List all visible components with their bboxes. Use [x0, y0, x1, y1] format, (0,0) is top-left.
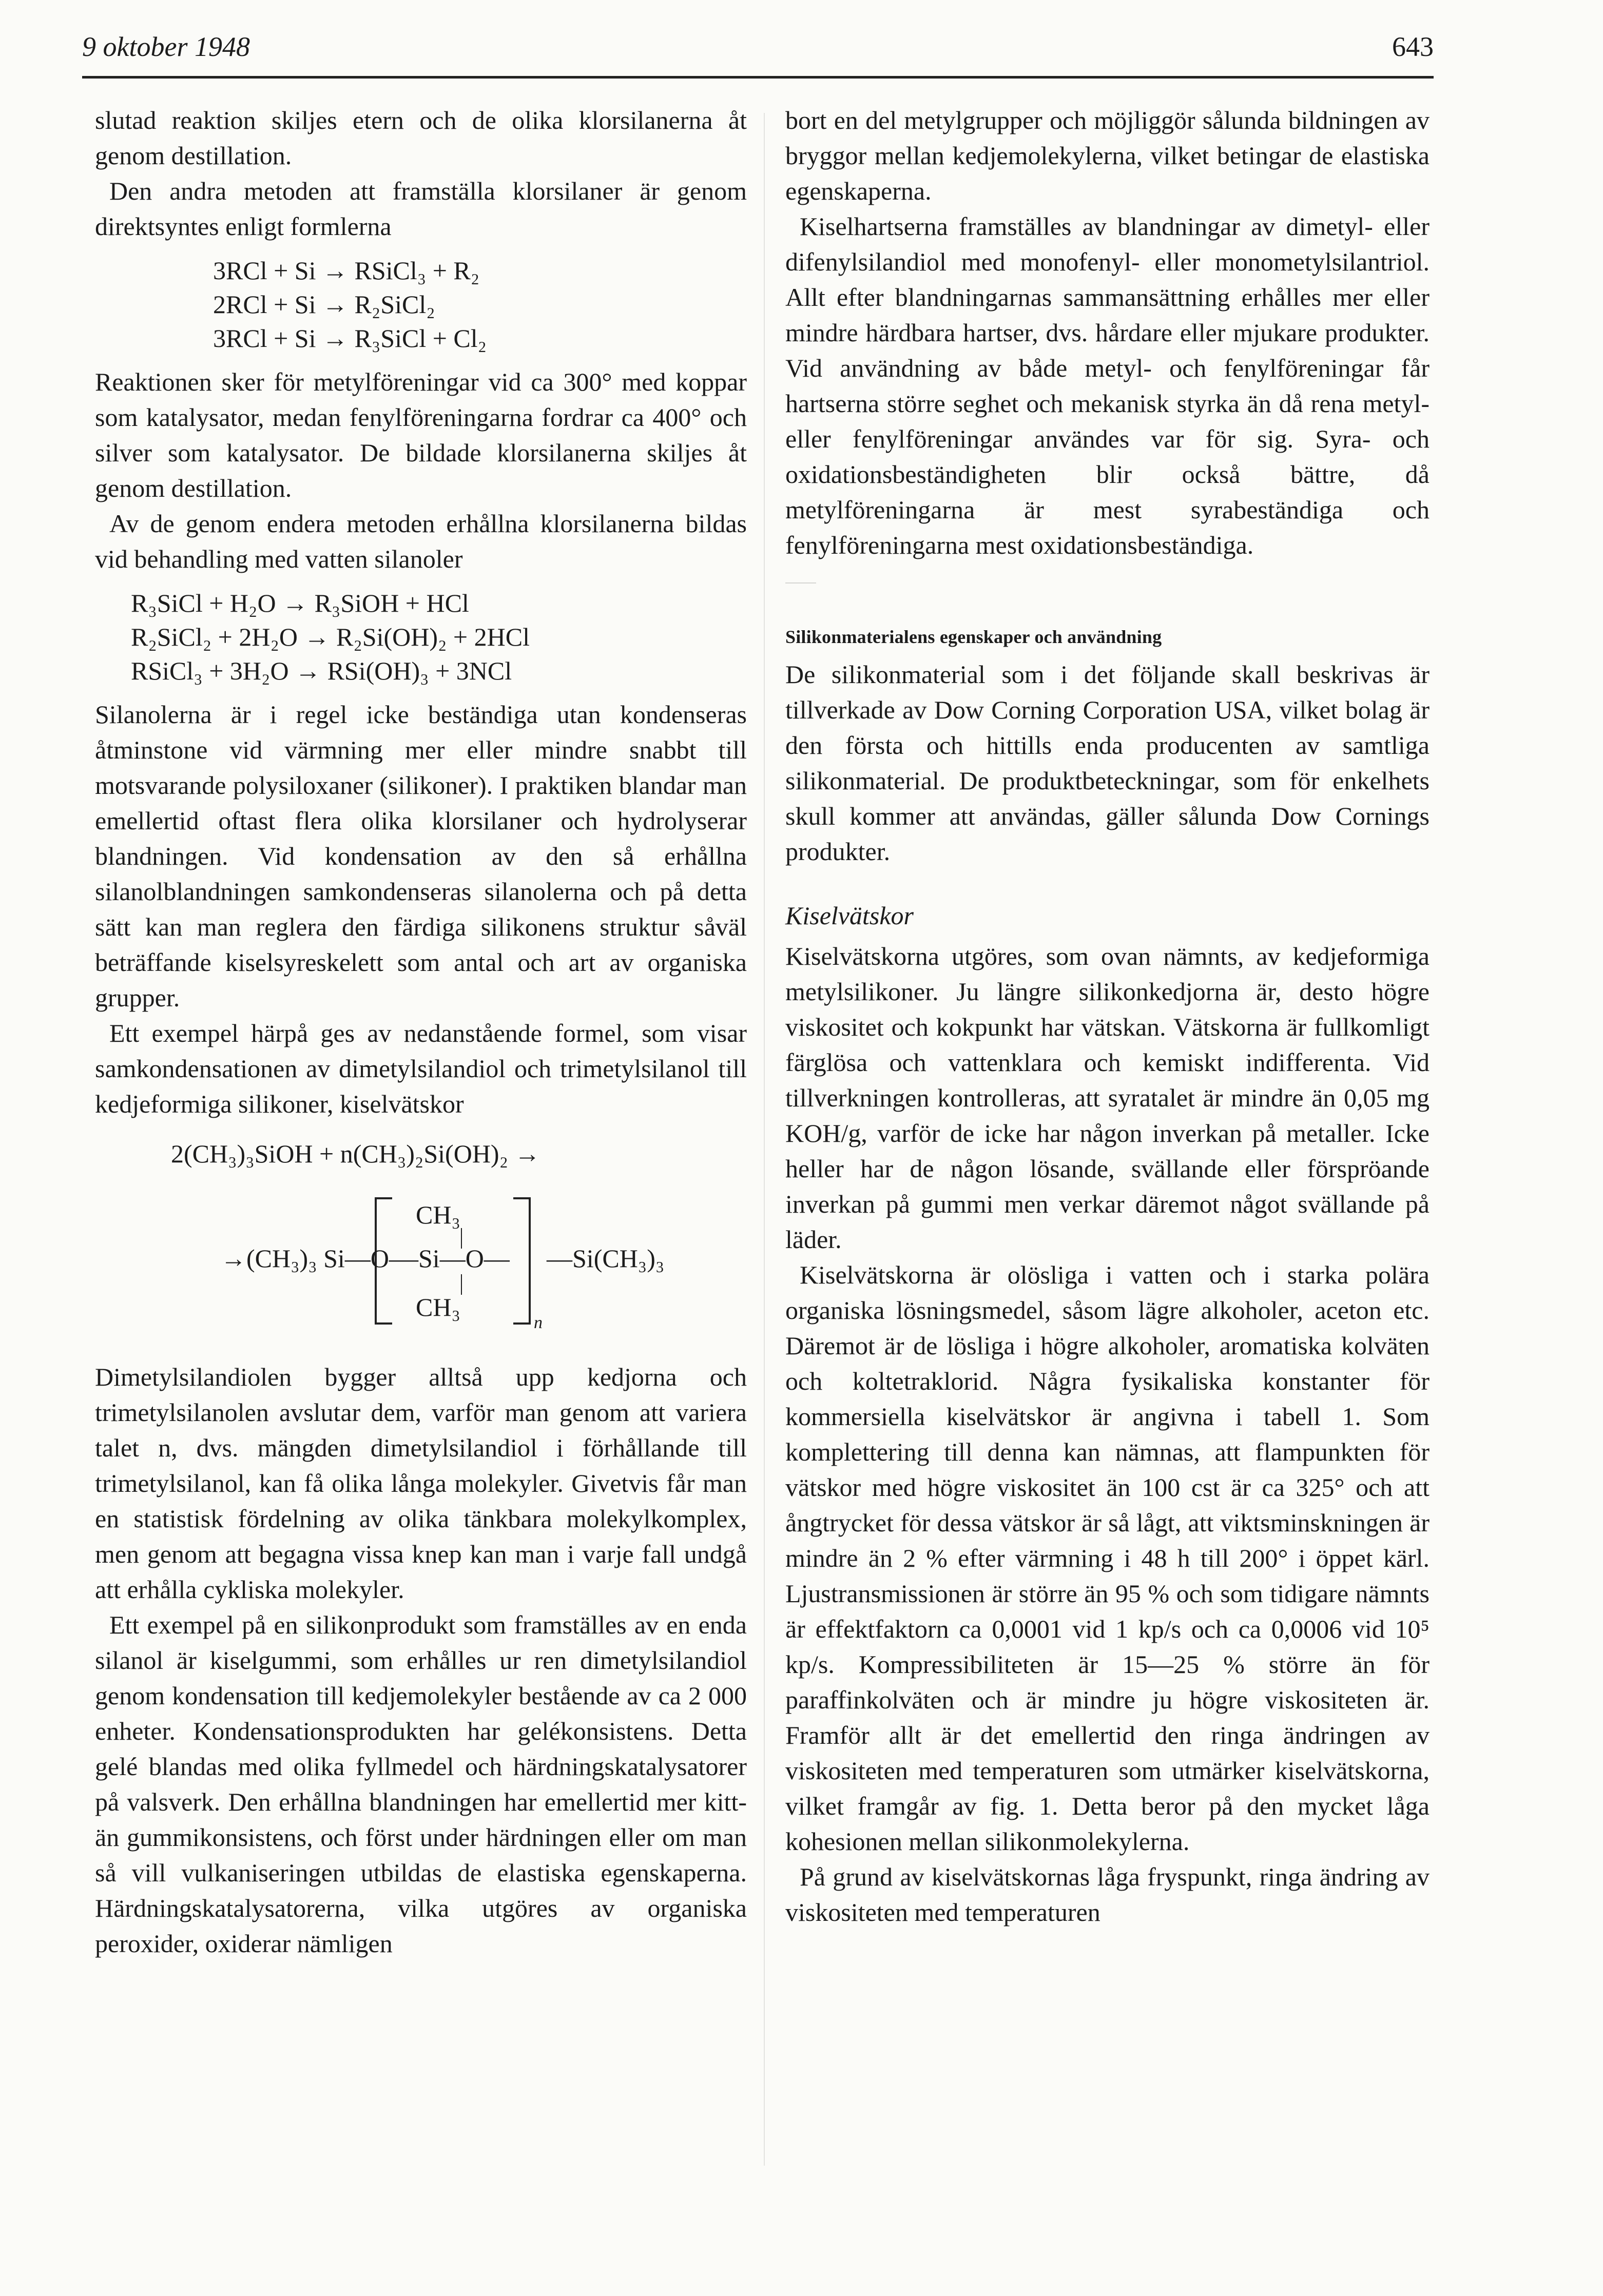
right-column [785, 103, 1430, 1930]
methyl-top: CH₃ [416, 1200, 460, 1229]
paragraph: Ett exempel härpå ges av nedanstående formel, som visar samkondensationen av dimetylsilandiol och trimetylsilanol till kedjeformiga silikoner, kiselvätskor [95, 1019, 747, 1118]
paragraph: Kiselvätskorna utgöres, som ovan nämnts, av kedjeformiga metylsilikoner. Ju längre silikonkedjorna är, desto högre viskositet och kokpunkt har vätskan. Vätskorna är fullkomligt färglösa och vattenklara och kemiskt indifferenta. Vid tillverkningen kontrolleras, att syratalet är mindre än 0,05 mg KOH/g, varför de icke har någon inverkan på metaller. Icke heller har de någon lösande, svällande eller förspröande inverkan på gummi men verkar däremot något svällande på läder. [785, 942, 1430, 1254]
formula-line: RSiCl₃ + 3H₂O → RSi(OH)₃ + 3NCl [131, 656, 512, 685]
left-column [95, 103, 747, 1961]
page-header [82, 21, 1434, 77]
header-rule [82, 76, 1434, 79]
page-number: 643 [1392, 31, 1434, 62]
siloxane-chain-structure [95, 1177, 747, 1346]
section-heading: Silikonmaterialens egenskaper och användning [785, 627, 1162, 647]
bond-line [461, 1274, 462, 1295]
section-rule [785, 582, 816, 583]
repeat-count: n [534, 1313, 543, 1332]
paragraph: Silanolerna är i regel icke beständiga utan kondenseras åtminstone vid värmning mer eller mindre snabbt till motsvarande polysiloxaner (silikoner). I praktiken blandar man emellertid oftast flera olika klorsilaner och hydrolyserar blandningen. Vid kondensation av den så erhållna silanolblandningen samkondenseras silanolerna och på detta sätt kan man reglera den färdiga silikonens struktur såväl beträffande kiselsyreskelett som antal och art av organiska grupper. [95, 700, 747, 1012]
paragraph: bort en del metylgrupper och möjliggör sålunda bildningen av bryggor mellan kedjemolekylerna, vilket betingar de elastiska egenskaperna. [785, 106, 1430, 205]
paragraph: På grund av kiselvätskornas låga fryspunkt, ringa ändring av viskositeten med temperaturen [785, 1862, 1430, 1927]
chain-start: →(CH₃)₃ Si—O— [221, 1244, 415, 1273]
methyl-bottom: CH₃ [416, 1293, 460, 1321]
paragraph: Kiselvätskorna är olösliga i vatten och i starka polära organiska lösningsmedel, såsom lägre alkoholer, aceton etc. Däremot är de lösliga i högre alkoholer, aromatiska kolväten och koltetraklorid. Några fysikaliska konstanter för kommersiella kiselvätskor är angivna i tabell 1. Som komplettering till denna kan nämnas, att flampunkten för vätskor med högre viskositet än 100 cst är ca 325° och att ångtrycket för dessa vätskor är så lågt, att viktsminskningen är mindre än 2 % efter värmning i 48 h till 200° i öppet kärl. Ljustransmissionen är större än 95 % och som tidigare nämnts är effektfaktorn ca 0,0001 vid 1 kp/s och ca 0,0006 vid 10⁵ kp/s. Kompressibiliteten är 15—25 % större än för paraffinkolväten och är mindre ju högre viskositeten är. Framför allt är det emellertid den ringa ändringen av viskositeten med temperaturen som utmärker kiselvätskorna, vilket framgår av fig. 1. Detta beror på den mycket låga kohesionen mellan silikonmolekylerna. [785, 1260, 1430, 1856]
paragraph: Av de genom endera metoden erhållna klorsilanerna bildas vid behandling med vatten silanoler [95, 509, 747, 573]
paragraph: Dimetylsilandiolen bygger alltså upp kedjorna och trimetylsilanolen avslutar dem, varför man genom att variera talet n, dvs. mängden dimetylsilandiol i förhållande till trimetylsilanol, kan få olika långa molekyler. Givetvis får man en statistisk fördelning av olika tänkbara molekylkomplex, men genom att begagna vissa knep kan man i varje fall undgå att erhålla cykliska molekyler. [95, 1363, 747, 1604]
paragraph: Kiselhartserna framställes av blandningar av dimetyl- eller difenylsilandiol med monofenyl- eller monometylsilantriol. Allt efter blandningarnas sammansättning erhålles mer eller mindre härdbara hartser, dvs. hårdare eller mjukare produkter. Vid användning av både metyl- och fenylföreningar får hartserna större seghet och mekanisk styrka än då rena metyl- eller fenylföreningar användes var för sig. Syra- och oxidationsbeständigheten blir också bättre, då metylföreningarna är mest syrabeständiga och fenylföreningarna mest oxidationsbeständiga. [785, 212, 1430, 559]
paragraph: Reaktionen sker för metylföreningar vid ca 300° med koppar som katalysator, medan fenylföreningarna fordrar ca 400° och silver som katalysator. De bildade klorsilanerna skiljes åt genom destillation. [95, 367, 747, 502]
paragraph: slutad reaktion skiljes etern och de olika klorsilanerna åt genom destillation. [95, 106, 747, 170]
paragraph: Ett exempel på en silikonprodukt som framställes av en enda silanol är kiselgummi, som erhålles ur ren dimetylsilandiol genom kondensation till kedjemolekyler bestående av ca 2 000 enheter. Kondensationsprodukten har gelékonsistens. Detta gelé blandas med olika fyllmedel och härdningskatalysatorer på valsverk. Den erhållna blandningen har emellertid mer kitt- än gummikonsistens, och först under härdningen eller om man så vill vulkaniseringen utbildas de elastiska egenskaperna. Härdningskatalysatorerna, vilka utgöres av organiska peroxider, oxiderar nämligen [95, 1610, 747, 1958]
column-divider [764, 113, 765, 2166]
chain-end: —Si(CH₃)₃ [547, 1244, 665, 1273]
right-bracket [513, 1197, 531, 1325]
paragraph: De silikonmaterial som i det följande skall beskrivas är tillverkade av Dow Corning Corporation USA, vilket bolag är den första och hittills enda producenten av samtliga silikonmaterial. De produktbeteckningar, som för enkelhets skull kommer att användas, gäller sålunda Dow Cornings produkter. [785, 660, 1430, 866]
formula-line: R₂SiCl₂ + 2H₂O → R₂Si(OH)₂ + 2HCl [131, 622, 530, 651]
formula-line: 3RCl + Si → R₃SiCl + Cl₂ [213, 324, 487, 353]
direct-synthesis-formulas [95, 254, 747, 355]
subsection-heading: Kiselvätskor [785, 901, 914, 930]
issue-date: 9 oktober 1948 [82, 31, 250, 62]
repeat-unit: —Si—O— [393, 1244, 510, 1273]
condensation-equation: 2(CH₃)₃SiOH + n(CH₃)₂Si(OH)₂ → [171, 1139, 540, 1168]
paragraph: Den andra metoden att framställa klorsilaner är genom direktsyntes enligt formlerna [95, 177, 747, 241]
formula-line: R₃SiCl + H₂O → R₃SiOH + HCl [131, 589, 469, 617]
hydrolysis-formulas [95, 586, 747, 688]
formula-line: 2RCl + Si → R₂SiCl₂ [213, 290, 435, 319]
formula-line: 3RCl + Si → RSiCl₃ + R₂ [213, 256, 480, 285]
